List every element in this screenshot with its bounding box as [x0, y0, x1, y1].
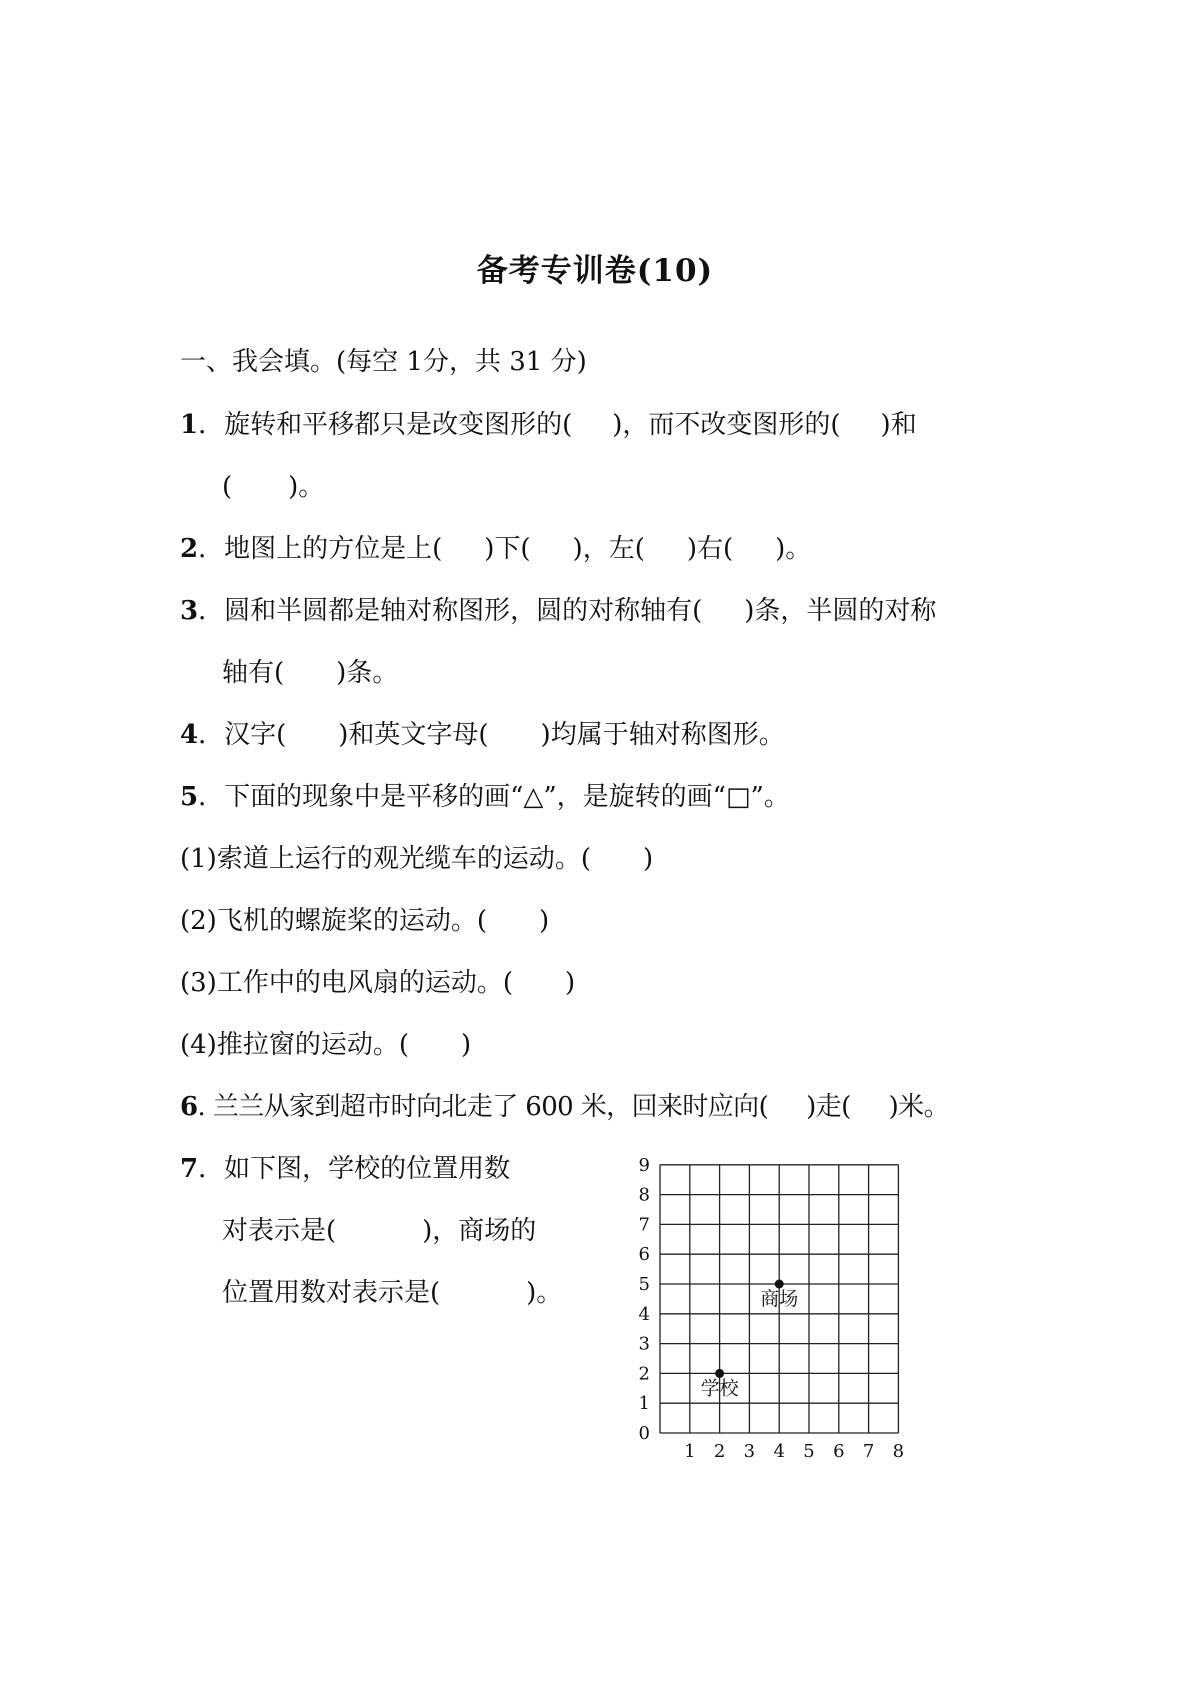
question-text: 轴有(: [222, 658, 285, 688]
question-5-item: [180, 966, 575, 1000]
question-text: )和英文字母(: [338, 720, 489, 750]
y-tick-label: 8: [638, 1184, 650, 1206]
question-text: 对表示是(: [222, 1216, 337, 1246]
question-text: )右(: [686, 534, 734, 564]
x-tick-label: 2: [713, 1441, 726, 1462]
x-tick-label: 7: [862, 1441, 875, 1462]
question-1-cont: [222, 470, 324, 504]
question-text: )米。: [888, 1092, 949, 1122]
question-text: 位置用数对表示是(: [222, 1278, 441, 1308]
question-text: ): [460, 1030, 472, 1060]
question-text: )均属于轴对称图形。: [540, 720, 785, 750]
grid-point-label: 学校: [700, 1377, 739, 1400]
x-tick-label: 5: [803, 1441, 815, 1462]
question-5: [180, 780, 790, 814]
question-text: ．圆和半圆都是轴对称图形，圆的对称轴有(: [198, 596, 703, 626]
question-text: ．下面的现象中是平移的画“△”，是旋转的画“□”。: [198, 782, 790, 812]
y-tick-label: 2: [638, 1363, 650, 1385]
question-text: ．如下图，学校的位置用数: [198, 1154, 511, 1184]
x-tick-label: 1: [684, 1441, 696, 1462]
question-text: (: [222, 472, 233, 502]
y-tick-label: 3: [638, 1333, 650, 1355]
question-text: )，左(: [572, 534, 645, 564]
question-number: 4: [180, 720, 199, 750]
x-tick-label: 8: [892, 1441, 905, 1462]
question-text: (4)推拉窗的运动。(: [180, 1030, 409, 1060]
question-number: 6: [180, 1092, 198, 1122]
question-text: )。: [775, 534, 812, 564]
question-text: ．旋转和平移都只是改变图形的(: [198, 410, 573, 440]
grid-point-label: 商场: [760, 1288, 799, 1310]
question-text: )，商场的: [422, 1216, 537, 1246]
y-tick-label: 1: [638, 1393, 650, 1415]
question-text: ): [538, 906, 550, 936]
question-number: 3: [180, 596, 199, 626]
question-text: )下(: [484, 534, 531, 564]
question-text: (3)工作中的电风扇的运动。(: [180, 968, 513, 998]
question-text: )条，半圆的对称: [744, 596, 937, 626]
question-4: [180, 718, 785, 752]
question-7-cont: [222, 1276, 562, 1310]
question-text: )和: [880, 410, 917, 440]
question-text: )。: [288, 472, 325, 502]
question-2: [180, 532, 811, 566]
question-3: [180, 594, 936, 628]
question-number: 2: [180, 534, 199, 564]
question-text: )。: [526, 1278, 563, 1308]
question-text: (1)索道上运行的观光缆车的运动。(: [180, 844, 591, 874]
question-text: )走(: [806, 1092, 851, 1122]
question-5-item: [180, 842, 653, 876]
question-number: 5: [180, 782, 199, 812]
page-title: 备考专训卷(10): [476, 253, 714, 289]
y-tick-label: 9: [638, 1154, 650, 1176]
question-text: ．汉字(: [198, 720, 287, 750]
question-text: (2)飞机的螺旋桨的运动。(: [180, 906, 487, 936]
question-text: )，而不改变图形的(: [612, 410, 841, 440]
question-text: ): [642, 844, 654, 874]
section-heading: 一、我会填。(每空 1分，共 31 分): [180, 347, 587, 377]
question-6: [180, 1090, 949, 1124]
y-tick-label: 7: [638, 1214, 650, 1236]
question-1: [180, 408, 917, 442]
question-5-item: [180, 1028, 471, 1062]
question-3-cont: [222, 656, 398, 690]
question-text: ): [564, 968, 576, 998]
x-tick-label: 3: [743, 1441, 756, 1462]
x-tick-label: 6: [833, 1441, 845, 1462]
question-text: ．地图上的方位是上(: [198, 534, 443, 564]
y-tick-label: 6: [638, 1244, 650, 1266]
y-tick-label: 5: [638, 1274, 650, 1295]
question-text: . 兰兰从家到超市时向北走了 600 米，回来时应向(: [197, 1092, 769, 1122]
y-tick-label: 0: [638, 1423, 650, 1444]
question-number: 7: [180, 1154, 199, 1184]
question-7: [180, 1152, 510, 1186]
coordinate-grid: [630, 1150, 920, 1470]
question-text: )条。: [336, 658, 399, 688]
question-number: 1: [180, 410, 199, 440]
y-tick-label: 4: [638, 1303, 650, 1325]
question-5-item: [180, 904, 549, 938]
x-tick-label: 4: [773, 1441, 785, 1462]
question-7-cont: [222, 1214, 536, 1248]
